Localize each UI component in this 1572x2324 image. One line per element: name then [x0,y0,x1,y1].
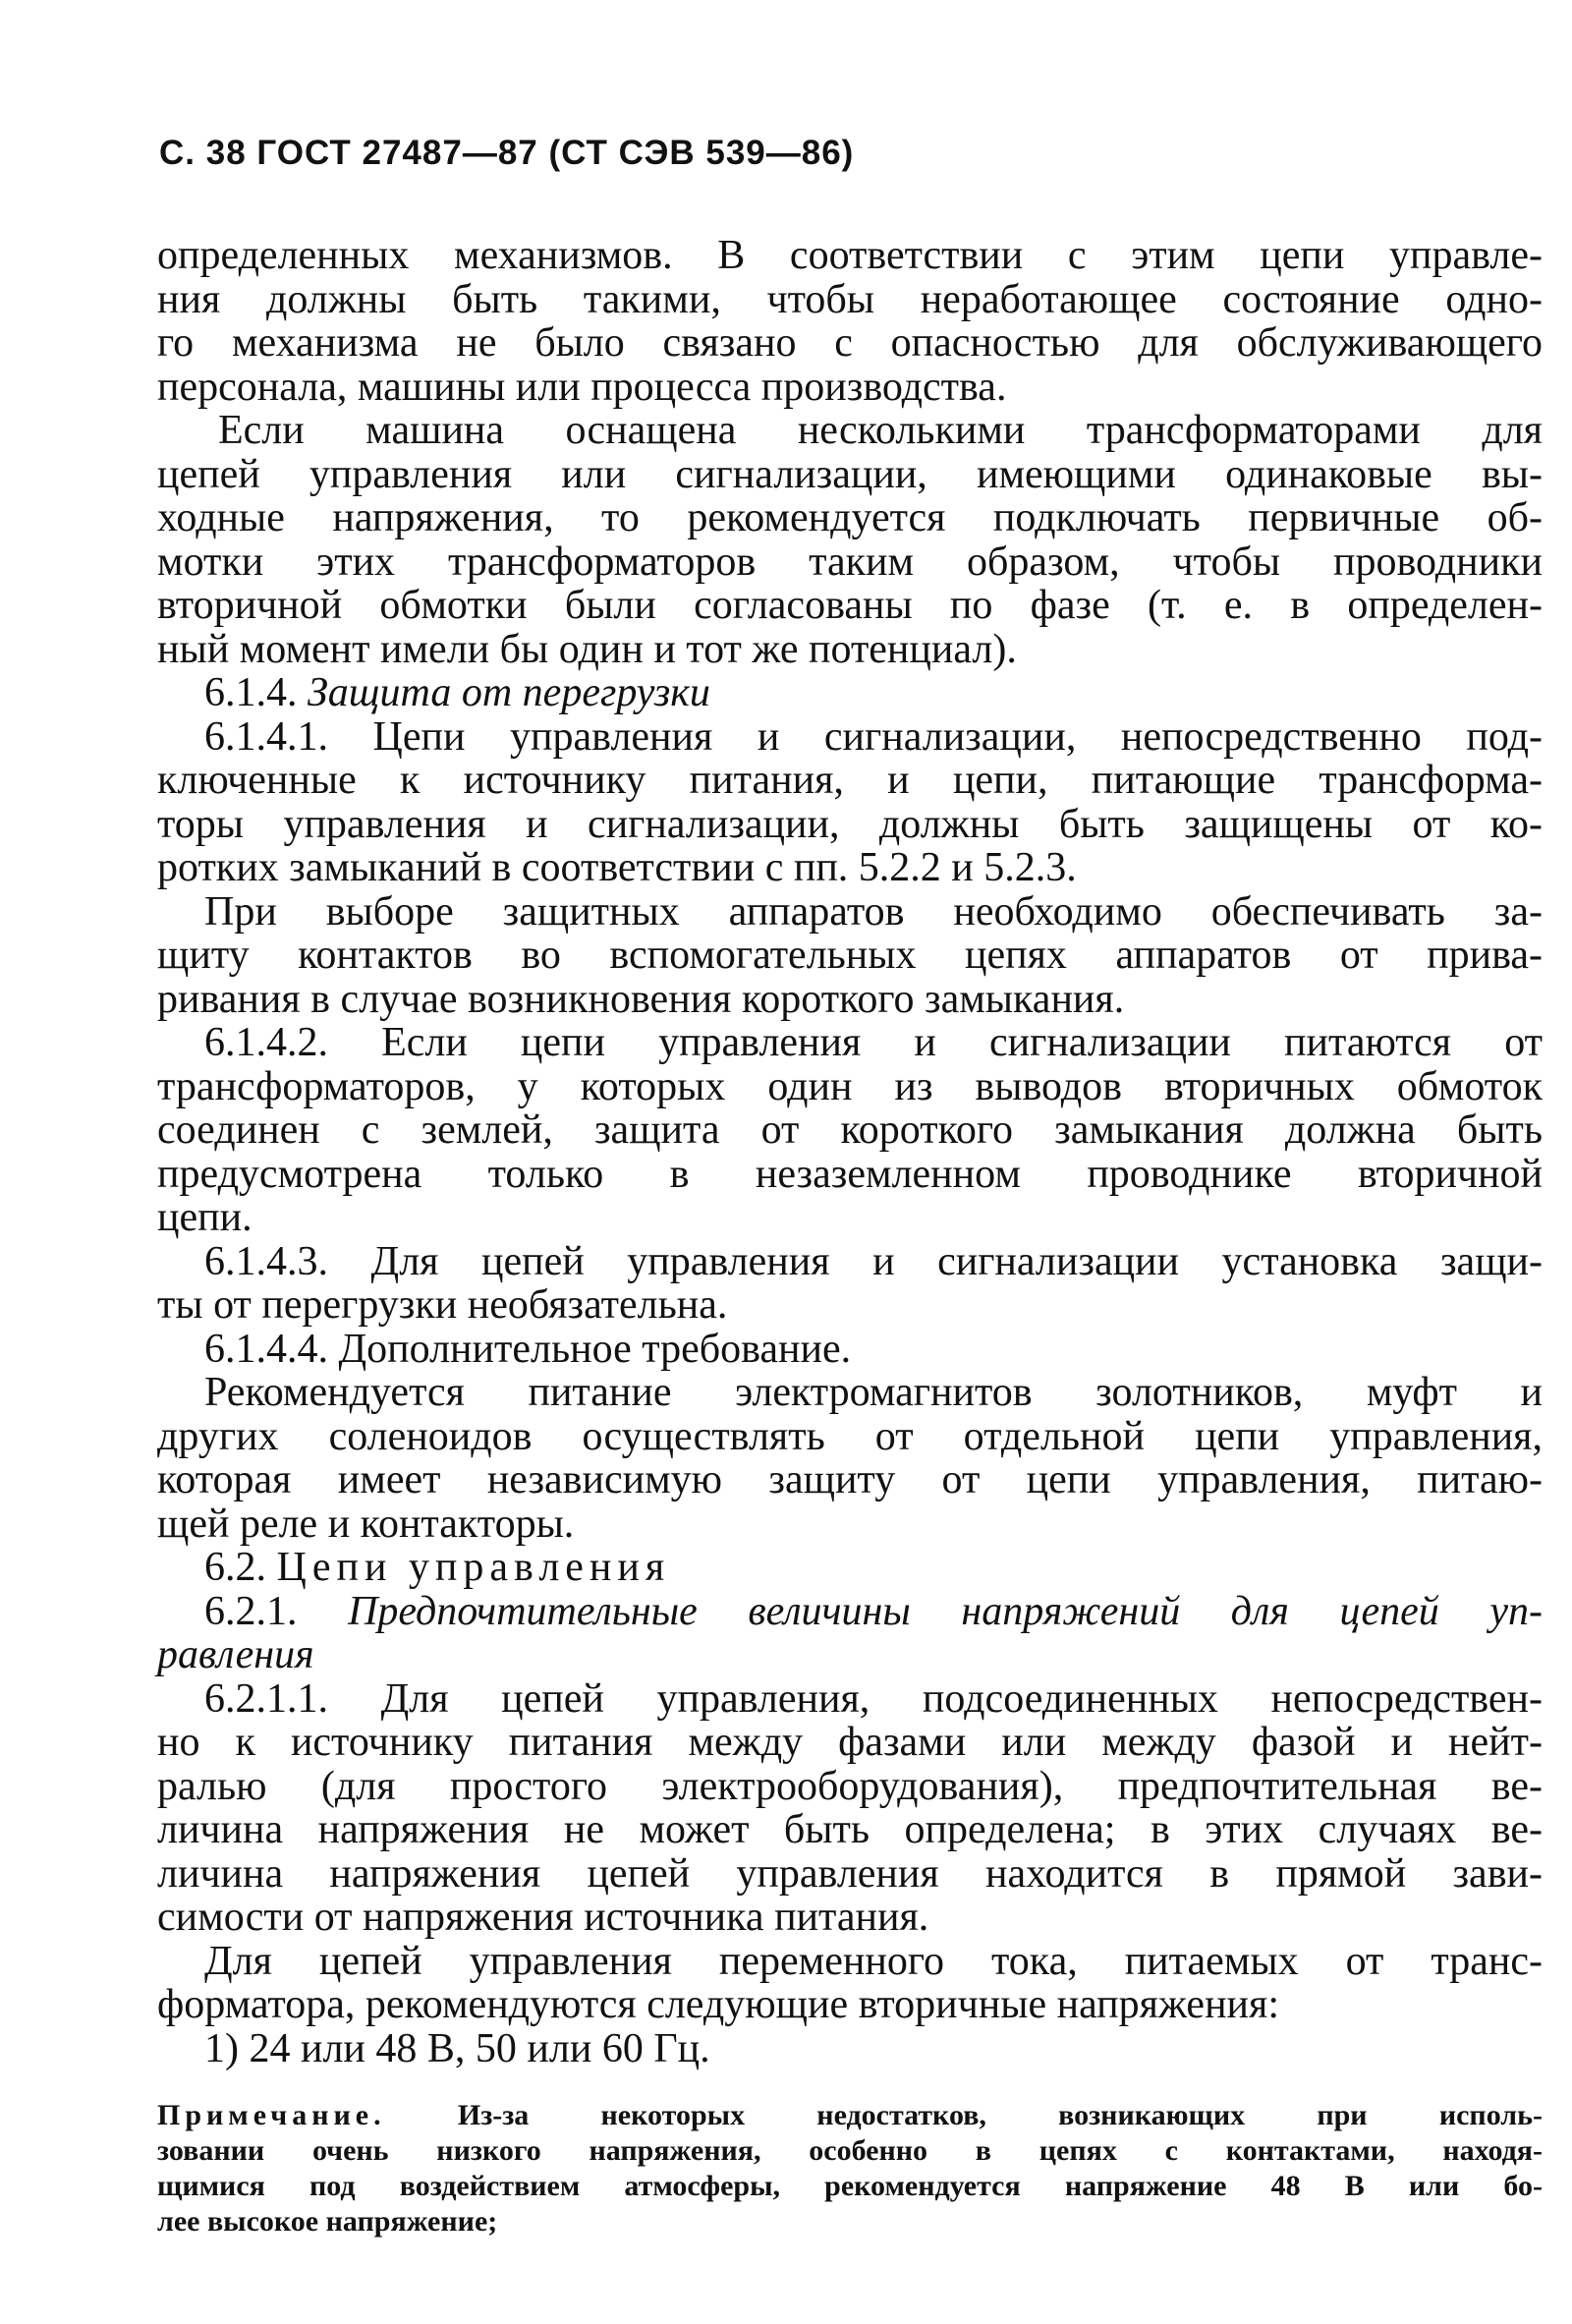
text-line: ротких замыканий в соответствии с пп. 5.2.2 и 5.2.3. [157,845,1077,890]
text-line: 6.1.4.3. Для цепей управления и сигнализации установка защи- [204,1238,1543,1284]
paragraph-6-1-4-4: 6.1.4.4. Дополнительное требование. [204,1326,852,1372]
text-line: которая имеет независимую защиту от цепи управления, питаю- [157,1457,1543,1502]
text-line: цепей управления или сигнализации, имеющими одинаковые вы- [157,451,1543,497]
text-line [157,2098,1543,2133]
text-line: ходные напряжения, то рекомендуется подключать первичные об- [157,495,1543,540]
text-line: личина напряжения цепей управления находится в прямой зави- [157,1850,1543,1897]
text-line: ный момент имели бы один и тот же потенциал). [157,626,1017,672]
text-line: торы управления и сигнализации, должны быть защищены от ко- [157,801,1543,847]
note-label: Примечание. [157,2099,386,2131]
text-line: трансформаторов, у которых один из выводов вторичных обмоток [157,1063,1543,1109]
text-line: соединен с землей, защита от короткого замыкания должна быть [157,1107,1543,1153]
paragraph-6-1-4-3 [157,1240,1543,1328]
section-title: Защита от перегрузки [308,670,710,715]
text-line: ралью (для простого электрооборудования), предпочтительная ве- [157,1763,1543,1809]
text-line: зовании очень низкого напряжения, особенно в цепях с контактами, находя- [157,2134,1543,2167]
section-heading-6-1-4 [157,671,1543,715]
text-line: ривания в случае возникновения короткого замыкания. [157,976,1125,1022]
text-line: персонала, машины или процесса производства. [157,364,1007,410]
section-number: 6.2. [204,1545,266,1590]
note-block [157,2098,1543,2239]
body-text [157,234,1543,2070]
section-title: Предпочтительные величины напряжений для цепей уп- [348,1588,1543,1634]
paragraph-protection [157,890,1543,1022]
text-line: ключенные к источнику питания, и цепи, питающие трансформа- [157,758,1543,803]
text-line: личина напряжения не может быть определена; в этих случаях ве- [157,1807,1543,1852]
text-line: равления [157,1632,314,1677]
section-heading-6-2-1 [157,1590,1543,1677]
text-line: щей реле и контакторы. [157,1501,575,1547]
text-line: Если машина оснащена несколькими трансформаторами для [218,408,1543,453]
text-line: Рекомендуется питание электромагнитов золотников, муфт и [204,1370,1543,1415]
section-number: 6.2.1. [204,1588,298,1634]
text-line: других соленоидов осуществлять от отдельной цепи управления, [157,1413,1543,1459]
text-line: мотки этих трансформаторов таким образом, чтобы проводники [157,538,1543,585]
note-text: Из-за некоторых недостатков, возникающих при исполь- [457,2099,1543,2131]
running-header: С. 38 ГОСТ 27487—87 (СТ СЭВ 539—86) [159,134,855,172]
paragraph-6-1-4-2 [157,1021,1543,1240]
paragraph-1 [157,234,1543,409]
text-line [157,1590,1543,1634]
paragraph-6-1-4-1 [157,715,1543,890]
paragraph-2 [157,409,1543,671]
text-line: но к источнику питания между фазами или между фазой и нейт- [157,1720,1543,1765]
text-line: ты от перегрузки необязательна. [157,1282,728,1328]
text-line: предусмотрена только в незаземленном проводнике вторичной [157,1151,1543,1197]
paragraph-recommendation [157,1371,1543,1546]
section-title: Цепи управления [276,1545,671,1590]
paragraph-6-2-1-1 [157,1677,1543,1940]
text-line: ния должны быть такими, чтобы неработающее состояние одно- [157,276,1543,322]
section-number: 6.1.4. [204,670,298,715]
text-line: форматора, рекомендуются следующие вторичные напряжения: [157,1982,1280,2027]
text-line: определенных механизмов. В соответствии с этим цепи управле- [157,233,1543,278]
text-line: го механизма не было связано с опасностью для обслуживающего [157,320,1543,366]
text-line: 6.2.1.1. Для цепей управления, подсоединенных непосредствен- [204,1675,1543,1722]
text-line: лее высокое напряжение; [157,2205,498,2238]
paragraph-ac-circuits [157,1940,1543,2027]
text-line: вторичной обмотки были согласованы по фазе (т. е. в определен- [157,583,1543,628]
section-heading-6-2 [157,1546,1543,1590]
text-line: щиту контактов во вспомогательных цепях аппаратов от прива- [157,933,1543,978]
text-line: симости от напряжения источника питания. [157,1895,929,1940]
text-line: При выборе защитных аппаратов необходимо обеспечивать за- [204,888,1543,935]
text-line: щимися под воздействием атмосферы, рекомендуется напряжение 48 В или бо- [157,2170,1543,2202]
text-line: 6.1.4.2. Если цепи управления и сигнализации питаются от [204,1020,1543,1065]
text-line: цепи. [157,1195,253,1240]
list-item: 1) 24 или 48 В, 50 или 60 Гц. [204,2025,710,2071]
text-line: 6.1.4.1. Цепи управления и сигнализации, непосредственно под- [204,713,1543,760]
text-line: Для цепей управления переменного тока, питаемых от транс- [204,1938,1543,1984]
